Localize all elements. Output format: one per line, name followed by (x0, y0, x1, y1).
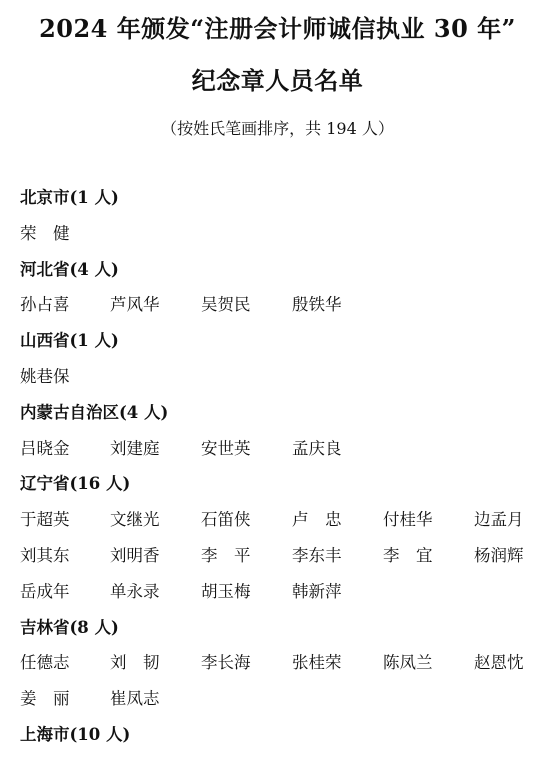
person-name: 刘 韧 (110, 653, 160, 673)
person-name: 李长海 (201, 653, 251, 673)
region-header: 河北省(4 人) (20, 259, 119, 279)
person-name: 崔凤志 (110, 689, 160, 709)
region-header: 内蒙古自治区(4 人) (20, 402, 169, 422)
person-name: 陈凤兰 (383, 653, 433, 673)
person-name: 于超英 (20, 510, 70, 530)
person-name: 韩新萍 (292, 581, 342, 601)
name-row (20, 651, 550, 675)
person-name: 任德志 (20, 653, 70, 673)
name-row (20, 437, 550, 461)
person-name: 付桂华 (383, 510, 433, 530)
person-name: 李东丰 (292, 546, 342, 565)
name-row (20, 544, 550, 568)
person-name: 芦风华 (110, 295, 160, 315)
person-name: 李 宜 (383, 546, 433, 565)
person-name: 殷铁华 (292, 295, 342, 315)
person-name: 单永录 (110, 581, 160, 601)
person-name: 张桂荣 (292, 653, 342, 673)
person-name: 石笛侠 (201, 510, 251, 530)
person-name: 边孟月 (474, 510, 524, 530)
name-row (20, 365, 550, 389)
region-header: 上海市(10 人) (20, 725, 131, 744)
person-name: 姜 丽 (20, 689, 70, 709)
person-name: 吴贺民 (201, 295, 251, 315)
sort-note: （按姓氏笔画排序，共 194 人） (161, 119, 394, 138)
person-name: 孙占喜 (20, 295, 70, 315)
person-name: 赵恩忱 (474, 653, 524, 673)
title-line-1: 2024 年颁发“注册会计师诚信执业 30 年” (39, 14, 516, 43)
name-row (20, 580, 550, 604)
person-name: 刘其东 (20, 546, 70, 565)
person-name: 吕晓金 (20, 438, 70, 458)
person-name: 孟庆良 (292, 438, 342, 458)
person-name: 姚巷保 (20, 367, 70, 386)
name-row (20, 508, 550, 532)
person-name: 卢 忠 (292, 510, 342, 530)
person-name: 文继光 (110, 510, 160, 530)
person-name: 李 平 (201, 546, 251, 565)
person-name: 岳成年 (20, 581, 70, 601)
title-line-2: 纪念章人员名单 (191, 66, 364, 95)
person-name: 杨润辉 (474, 546, 524, 565)
person-name: 刘明香 (110, 546, 160, 565)
region-header: 辽宁省(16 人) (20, 474, 131, 494)
region-header: 山西省(1 人) (20, 331, 119, 351)
name-row (20, 293, 550, 317)
person-name: 安世英 (201, 438, 251, 458)
region-header: 吉林省(8 人) (20, 617, 119, 637)
person-name: 胡玉梅 (201, 581, 251, 601)
person-name: 荣 健 (20, 223, 70, 243)
person-name: 刘建庭 (110, 438, 160, 458)
name-row (20, 222, 550, 246)
region-header: 北京市(1 人) (20, 188, 119, 207)
name-row (20, 687, 550, 711)
